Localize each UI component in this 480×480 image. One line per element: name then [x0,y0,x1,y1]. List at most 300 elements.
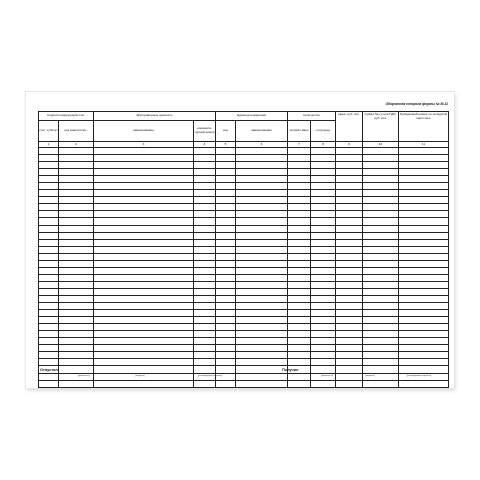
table-cell[interactable] [311,211,336,218]
table-cell[interactable] [216,204,236,211]
table-cell[interactable] [311,162,336,169]
table-cell[interactable] [363,225,399,232]
table-cell[interactable] [399,274,449,281]
table-cell[interactable] [59,281,94,288]
table-cell[interactable] [311,253,336,260]
table-cell[interactable] [94,169,194,176]
table-cell[interactable] [59,295,94,302]
table-cell[interactable] [216,366,236,373]
table-cell[interactable] [216,359,236,366]
table-cell[interactable] [216,345,236,352]
table-cell[interactable] [288,148,311,155]
table-cell[interactable] [236,253,288,260]
table-cell[interactable] [94,253,194,260]
table-cell[interactable] [336,295,363,302]
table-cell[interactable] [194,148,216,155]
table-cell[interactable] [194,204,216,211]
table-cell[interactable] [59,345,94,352]
table-cell[interactable] [288,183,311,190]
table-cell[interactable] [288,303,311,310]
table-cell[interactable] [363,366,399,373]
table-cell[interactable] [94,281,194,288]
table-cell[interactable] [59,366,94,373]
table-cell[interactable] [363,183,399,190]
table-cell[interactable] [363,352,399,359]
table-cell[interactable] [59,246,94,253]
table-cell[interactable] [311,317,336,324]
table-cell[interactable] [39,197,59,204]
table-cell[interactable] [236,310,288,317]
table-cell[interactable] [39,281,59,288]
table-cell[interactable] [399,162,449,169]
table-cell[interactable] [216,288,236,295]
table-cell[interactable] [288,345,311,352]
table-cell[interactable] [363,218,399,225]
table-cell[interactable] [216,310,236,317]
table-cell[interactable] [194,239,216,246]
table-cell[interactable] [194,162,216,169]
table-cell[interactable] [94,338,194,345]
table-cell[interactable] [94,239,194,246]
table-cell[interactable] [39,218,59,225]
table-cell[interactable] [288,246,311,253]
table-cell[interactable] [236,317,288,324]
table-cell[interactable] [311,288,336,295]
table-cell[interactable] [216,148,236,155]
table-cell[interactable] [39,204,59,211]
table-cell[interactable] [399,239,449,246]
table-cell[interactable] [363,253,399,260]
table-cell[interactable] [236,246,288,253]
table-cell[interactable] [363,155,399,162]
table-cell[interactable] [336,310,363,317]
table-cell[interactable] [236,331,288,338]
table-cell[interactable] [336,267,363,274]
table-cell[interactable] [39,211,59,218]
table-cell[interactable] [236,239,288,246]
table-cell[interactable] [194,380,216,387]
table-cell[interactable] [94,204,194,211]
table-cell[interactable] [288,155,311,162]
table-cell[interactable] [236,211,288,218]
table-cell[interactable] [59,352,94,359]
table-cell[interactable] [216,380,236,387]
table-cell[interactable] [236,162,288,169]
table-cell[interactable] [194,281,216,288]
table-cell[interactable] [363,281,399,288]
table-cell[interactable] [311,303,336,310]
table-cell[interactable] [363,288,399,295]
table-cell[interactable] [236,218,288,225]
table-cell[interactable] [336,324,363,331]
table-cell[interactable] [311,225,336,232]
table-cell[interactable] [59,169,94,176]
table-cell[interactable] [336,169,363,176]
table-cell[interactable] [194,253,216,260]
table-cell[interactable] [39,380,59,387]
table-cell[interactable] [399,281,449,288]
table-cell[interactable] [216,274,236,281]
table-cell[interactable] [363,204,399,211]
table-cell[interactable] [216,155,236,162]
table-cell[interactable] [336,197,363,204]
table-cell[interactable] [336,246,363,253]
table-cell[interactable] [288,380,311,387]
table-cell[interactable] [363,148,399,155]
table-cell[interactable] [311,331,336,338]
table-cell[interactable] [94,190,194,197]
table-cell[interactable] [311,176,336,183]
table-cell[interactable] [399,288,449,295]
table-cell[interactable] [194,324,216,331]
table-cell[interactable] [311,274,336,281]
table-cell[interactable] [236,380,288,387]
table-cell[interactable] [311,232,336,239]
table-cell[interactable] [236,225,288,232]
table-cell[interactable] [39,310,59,317]
table-cell[interactable] [39,162,59,169]
table-cell[interactable] [399,345,449,352]
table-cell[interactable] [194,352,216,359]
table-cell[interactable] [336,211,363,218]
table-cell[interactable] [399,324,449,331]
table-cell[interactable] [59,253,94,260]
table-cell[interactable] [288,169,311,176]
table-cell[interactable] [216,218,236,225]
table-cell[interactable] [216,338,236,345]
table-cell[interactable] [336,162,363,169]
table-cell[interactable] [363,331,399,338]
table-cell[interactable] [94,331,194,338]
table-cell[interactable] [59,183,94,190]
table-cell[interactable] [194,331,216,338]
table-cell[interactable] [288,253,311,260]
table-cell[interactable] [236,204,288,211]
table-cell[interactable] [311,260,336,267]
table-cell[interactable] [311,204,336,211]
table-cell[interactable] [94,148,194,155]
table-cell[interactable] [336,260,363,267]
table-cell[interactable] [363,267,399,274]
table-cell[interactable] [194,260,216,267]
table-cell[interactable] [399,197,449,204]
table-cell[interactable] [288,204,311,211]
table-cell[interactable] [236,197,288,204]
table-cell[interactable] [399,218,449,225]
table-cell[interactable] [288,190,311,197]
table-cell[interactable] [288,310,311,317]
table-cell[interactable] [94,232,194,239]
table-cell[interactable] [363,246,399,253]
table-cell[interactable] [363,310,399,317]
table-cell[interactable] [288,274,311,281]
table-cell[interactable] [399,295,449,302]
table-cell[interactable] [311,338,336,345]
table-cell[interactable] [311,324,336,331]
table-cell[interactable] [39,345,59,352]
table-cell[interactable] [399,338,449,345]
table-cell[interactable] [216,281,236,288]
table-cell[interactable] [194,246,216,253]
table-cell[interactable] [399,169,449,176]
table-cell[interactable] [59,317,94,324]
table-cell[interactable] [94,260,194,267]
table-cell[interactable] [363,295,399,302]
table-cell[interactable] [311,239,336,246]
table-cell[interactable] [216,225,236,232]
table-cell[interactable] [363,162,399,169]
table-cell[interactable] [399,246,449,253]
table-cell[interactable] [311,281,336,288]
table-cell[interactable] [399,225,449,232]
table-cell[interactable] [236,303,288,310]
table-cell[interactable] [94,310,194,317]
table-cell[interactable] [399,303,449,310]
table-cell[interactable] [311,380,336,387]
table-cell[interactable] [59,148,94,155]
table-cell[interactable] [216,169,236,176]
table-cell[interactable] [59,232,94,239]
table-cell[interactable] [288,295,311,302]
table-cell[interactable] [194,190,216,197]
table-cell[interactable] [311,352,336,359]
table-cell[interactable] [363,176,399,183]
table-cell[interactable] [399,317,449,324]
table-cell[interactable] [39,288,59,295]
table-cell[interactable] [336,345,363,352]
table-cell[interactable] [236,345,288,352]
table-cell[interactable] [59,303,94,310]
table-cell[interactable] [236,169,288,176]
table-cell[interactable] [236,232,288,239]
table-cell[interactable] [194,345,216,352]
table-cell[interactable] [336,288,363,295]
table-cell[interactable] [399,176,449,183]
table-cell[interactable] [59,267,94,274]
table-cell[interactable] [336,380,363,387]
table-cell[interactable] [94,380,194,387]
table-cell[interactable] [336,274,363,281]
table-cell[interactable] [194,338,216,345]
table-cell[interactable] [39,267,59,274]
table-cell[interactable] [94,366,194,373]
table-cell[interactable] [94,197,194,204]
table-cell[interactable] [363,274,399,281]
table-cell[interactable] [311,359,336,366]
table-cell[interactable] [39,352,59,359]
table-cell[interactable] [94,155,194,162]
table-cell[interactable] [336,352,363,359]
table-cell[interactable] [288,239,311,246]
table-cell[interactable] [363,169,399,176]
table-cell[interactable] [311,345,336,352]
table-cell[interactable] [236,359,288,366]
table-cell[interactable] [94,211,194,218]
table-cell[interactable] [194,176,216,183]
table-cell[interactable] [216,239,236,246]
table-cell[interactable] [236,183,288,190]
table-cell[interactable] [399,211,449,218]
table-cell[interactable] [236,288,288,295]
table-cell[interactable] [94,288,194,295]
table-cell[interactable] [399,190,449,197]
table-cell[interactable] [336,331,363,338]
table-cell[interactable] [39,324,59,331]
table-cell[interactable] [216,352,236,359]
table-cell[interactable] [39,225,59,232]
table-cell[interactable] [216,303,236,310]
table-cell[interactable] [288,281,311,288]
table-cell[interactable] [363,359,399,366]
table-cell[interactable] [216,162,236,169]
table-cell[interactable] [363,239,399,246]
table-cell[interactable] [288,176,311,183]
table-cell[interactable] [336,183,363,190]
table-cell[interactable] [311,246,336,253]
table-cell[interactable] [311,197,336,204]
table-cell[interactable] [94,359,194,366]
table-cell[interactable] [236,352,288,359]
table-cell[interactable] [216,317,236,324]
table-cell[interactable] [94,246,194,253]
table-cell[interactable] [399,204,449,211]
table-cell[interactable] [194,310,216,317]
table-cell[interactable] [39,239,59,246]
table-cell[interactable] [363,345,399,352]
table-cell[interactable] [336,218,363,225]
table-cell[interactable] [236,366,288,373]
table-cell[interactable] [236,267,288,274]
table-cell[interactable] [399,183,449,190]
table-cell[interactable] [399,359,449,366]
table-cell[interactable] [288,197,311,204]
table-cell[interactable] [399,267,449,274]
table-cell[interactable] [194,288,216,295]
table-cell[interactable] [59,380,94,387]
table-cell[interactable] [39,183,59,190]
table-cell[interactable] [288,260,311,267]
table-cell[interactable] [336,366,363,373]
table-cell[interactable] [216,253,236,260]
table-cell[interactable] [336,232,363,239]
table-cell[interactable] [94,218,194,225]
table-cell[interactable] [236,148,288,155]
table-cell[interactable] [39,155,59,162]
table-cell[interactable] [311,155,336,162]
table-cell[interactable] [311,218,336,225]
table-cell[interactable] [288,211,311,218]
table-cell[interactable] [94,317,194,324]
table-cell[interactable] [39,148,59,155]
table-cell[interactable] [311,148,336,155]
table-cell[interactable] [288,352,311,359]
table-cell[interactable] [59,324,94,331]
table-cell[interactable] [94,274,194,281]
table-cell[interactable] [336,155,363,162]
table-cell[interactable] [216,176,236,183]
table-cell[interactable] [59,274,94,281]
table-cell[interactable] [236,176,288,183]
table-cell[interactable] [336,303,363,310]
table-cell[interactable] [94,345,194,352]
table-cell[interactable] [216,331,236,338]
table-cell[interactable] [94,303,194,310]
table-cell[interactable] [216,183,236,190]
table-cell[interactable] [94,162,194,169]
table-cell[interactable] [39,169,59,176]
table-cell[interactable] [39,190,59,197]
table-cell[interactable] [311,295,336,302]
table-cell[interactable] [59,211,94,218]
table-cell[interactable] [336,317,363,324]
table-cell[interactable] [194,359,216,366]
table-cell[interactable] [288,338,311,345]
table-cell[interactable] [311,310,336,317]
table-cell[interactable] [399,331,449,338]
table-cell[interactable] [399,366,449,373]
table-cell[interactable] [59,288,94,295]
table-cell[interactable] [399,232,449,239]
table-cell[interactable] [288,359,311,366]
table-cell[interactable] [363,324,399,331]
table-cell[interactable] [194,232,216,239]
table-cell[interactable] [311,190,336,197]
table-cell[interactable] [39,373,59,380]
table-cell[interactable] [59,190,94,197]
table-cell[interactable] [94,352,194,359]
table-cell[interactable] [194,155,216,162]
table-cell[interactable] [194,211,216,218]
table-cell[interactable] [216,324,236,331]
table-cell[interactable] [59,310,94,317]
table-cell[interactable] [194,218,216,225]
table-cell[interactable] [236,338,288,345]
table-cell[interactable] [399,310,449,317]
table-cell[interactable] [363,380,399,387]
table-cell[interactable] [288,225,311,232]
table-cell[interactable] [288,288,311,295]
table-cell[interactable] [216,260,236,267]
table-cell[interactable] [59,260,94,267]
table-cell[interactable] [363,190,399,197]
table-cell[interactable] [311,267,336,274]
table-cell[interactable] [194,274,216,281]
table-cell[interactable] [216,211,236,218]
table-cell[interactable] [216,267,236,274]
table-cell[interactable] [39,331,59,338]
table-cell[interactable] [399,253,449,260]
table-cell[interactable] [194,303,216,310]
table-cell[interactable] [288,218,311,225]
table-cell[interactable] [39,246,59,253]
table-cell[interactable] [39,253,59,260]
table-cell[interactable] [194,183,216,190]
table-cell[interactable] [336,176,363,183]
table-cell[interactable] [39,317,59,324]
table-cell[interactable] [39,176,59,183]
table-cell[interactable] [194,169,216,176]
table-cell[interactable] [363,338,399,345]
table-cell[interactable] [194,267,216,274]
table-cell[interactable] [39,303,59,310]
table-cell[interactable] [59,162,94,169]
table-cell[interactable] [59,338,94,345]
table-cell[interactable] [288,331,311,338]
table-cell[interactable] [336,148,363,155]
table-cell[interactable] [288,317,311,324]
table-cell[interactable] [336,338,363,345]
table-cell[interactable] [94,267,194,274]
